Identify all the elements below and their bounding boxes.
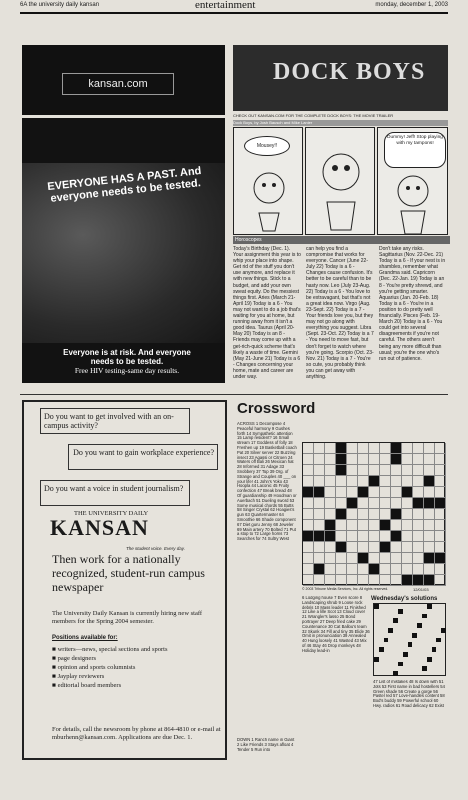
- crossword-cell: [402, 575, 413, 586]
- crossword-cell: [303, 575, 314, 586]
- crossword-cell: [380, 564, 391, 575]
- crossword-cell: [424, 542, 435, 553]
- speech-bubble-2: Dummy! Jeff! Stop playing with my tampons!: [384, 132, 446, 168]
- crossword-cell: [413, 476, 424, 487]
- crossword-cell: [325, 498, 336, 509]
- crossword-cell: [391, 575, 402, 586]
- crossword-cell: [369, 498, 380, 509]
- crossword-cell: [314, 553, 325, 564]
- crossword-cell: [402, 564, 413, 575]
- crossword-cell: [347, 520, 358, 531]
- crossword-cell: [336, 487, 347, 498]
- crossword-cell: [424, 465, 435, 476]
- crossword-cell: [391, 476, 402, 487]
- crossword-cell: [413, 553, 424, 564]
- crossword-cell: [391, 454, 402, 465]
- crossword-cell: [314, 498, 325, 509]
- crossword-cell: [325, 465, 336, 476]
- crossword-cell: [303, 542, 314, 553]
- ad-free-text: Free HIV testing-same day results.: [74, 366, 180, 375]
- question-box-3: Do you want a voice in student journalism?: [40, 480, 190, 506]
- crossword-cell: [336, 520, 347, 531]
- crossword-cell: [325, 454, 336, 465]
- crossword-cell: [435, 498, 446, 509]
- crossword-cell: [424, 531, 435, 542]
- comic-credit: Dock Boys, by Josh Bausch and Mike Lanier: [233, 120, 448, 126]
- crossword-cell: [369, 553, 380, 564]
- crossword-cell: [358, 575, 369, 586]
- position-item: ■ Jayplay reviewers: [52, 673, 105, 680]
- recruit-contact: For details, call the newsroom by phone at 864-4810 or e-mail at mburhenn@kansan.com. Applications are due Dec. 1.: [52, 726, 221, 741]
- kansancom-ad: [22, 45, 225, 115]
- crossword-cell: [424, 520, 435, 531]
- crossword-cell: [435, 476, 446, 487]
- crossword-cell: [369, 465, 380, 476]
- crossword-cell: [402, 498, 413, 509]
- crossword-cell: [402, 509, 413, 520]
- crossword-cell: [402, 465, 413, 476]
- crossword-cell: [325, 443, 336, 454]
- crossword-cell: [413, 520, 424, 531]
- speech-bubble-1: Mousey!!: [244, 136, 290, 156]
- crossword-cell: [325, 531, 336, 542]
- crossword-cell: [336, 575, 347, 586]
- crossword-cell: [391, 465, 402, 476]
- crossword-cell: [435, 531, 446, 542]
- crossword-cell: [314, 564, 325, 575]
- crossword-cell: [325, 575, 336, 586]
- crossword-cell: [424, 476, 435, 487]
- crossword-cell: [369, 575, 380, 586]
- comic-title-banner: [233, 45, 448, 111]
- kansan-masthead: KANSAN: [50, 515, 149, 540]
- crossword-cell: [358, 487, 369, 498]
- comic-subtitle: CHECK OUT KANSAN.COM FOR THE COMPLETE DOCK BOYS: THE MOVIE TRAILER: [233, 113, 394, 118]
- comic-panels: [233, 127, 448, 235]
- character-drawing: [379, 166, 447, 236]
- horoscope-header: Horoscopes: [233, 236, 450, 244]
- crossword-cell: [347, 454, 358, 465]
- position-item: ■ opinion and sports columnists: [52, 664, 136, 671]
- crossword-cell: [413, 443, 424, 454]
- crossword-cell: [358, 520, 369, 531]
- crossword-cell: [347, 487, 358, 498]
- crossword-cell: [369, 487, 380, 498]
- crossword-cell: [435, 443, 446, 454]
- crossword-cell: [303, 476, 314, 487]
- crossword-cell: [303, 553, 314, 564]
- crossword-cell: [325, 509, 336, 520]
- crossword-cell: [380, 575, 391, 586]
- crossword-cell: [314, 454, 325, 465]
- crossword-cell: [347, 509, 358, 520]
- position-item: ■ writers—news, special sections and sports: [52, 646, 168, 653]
- crossword-cell: [347, 575, 358, 586]
- crossword-cell: [336, 476, 347, 487]
- crossword-cell: [325, 487, 336, 498]
- crossword-cell: [435, 454, 446, 465]
- question-box-2: Do you want to gain workplace experience?: [68, 444, 218, 470]
- crossword-copyright: © 2003 Tribune Media Services, Inc. All rights reserved.: [302, 587, 389, 591]
- positions-list: [52, 645, 168, 690]
- crossword-cell: [347, 531, 358, 542]
- crossword-cell: [424, 487, 435, 498]
- crossword-cell: [413, 575, 424, 586]
- crossword-cell: [380, 553, 391, 564]
- crossword-cell: [369, 454, 380, 465]
- ad-risk-text: Everyone is at risk. And everyone needs to be tested.: [63, 348, 191, 366]
- solution-cell: [441, 671, 446, 676]
- crossword-cell: [347, 553, 358, 564]
- crossword-cell: [303, 564, 314, 575]
- crossword-cell: [303, 509, 314, 520]
- crossword-cell: [413, 454, 424, 465]
- crossword-cell: [358, 553, 369, 564]
- crossword-cell: [402, 443, 413, 454]
- crossword-cell: [380, 443, 391, 454]
- crossword-cell: [369, 476, 380, 487]
- crossword-cell: [314, 487, 325, 498]
- crossword-cell: [336, 498, 347, 509]
- crossword-cell: [413, 564, 424, 575]
- down-clues: DOWN 1 Ranch name in Giant 2 Like Friends 3 Stays afloat 4 Tender 5 Run into: [237, 738, 295, 752]
- crossword-cell: [325, 542, 336, 553]
- crossword-cell: [424, 454, 435, 465]
- crossword-cell: [314, 542, 325, 553]
- crossword-cell: [369, 542, 380, 553]
- crossword-cell: [435, 465, 446, 476]
- crossword-cell: [424, 443, 435, 454]
- horoscope-columns: [233, 246, 448, 389]
- solution-grid: [373, 603, 446, 676]
- crossword-cell: [391, 542, 402, 553]
- comic-panel-1: [233, 127, 303, 235]
- across-clues: ACROSS 1 Decompose 4 Peaceful harmony 9 Gushes forth 14 Sympathetic attention 15 Lamp resident? 16 Small stream 17 Goddess of folly 18 Freshen up 19 Basketball coach Pat 20 Silver server 22 Buzzing insect 23 Agassi or Citroen 24 Waters off Bali 26 Mexican hat 28 Informed 31 Adage 33 Snobbery 37 Top 39 Org. of Strange and Couples 40 ___ on your life! 41 John's Yoko 43 Hoopla 44 Laconic 45 Fruity confection 47 Break bread 48 Of guardianship 49 Hoodman or Auerbach 51 Dueling sword 53 Some musical chords 55 Butts 58 Singer Crystal 62 Hoagies's gun 63 Quartermaster 64 Smoothie 66 Shade component 67 Diet guru Jenny 68 Jeweler 69 Main artery 70 Bolted 71 Put a stop to 72 Large horns 73 Searches for 74 Sultry West: [237, 422, 297, 542]
- crossword-cell: [358, 498, 369, 509]
- crossword-cell: [424, 509, 435, 520]
- question-box-1: Do you want to get involved with an on-campus activity?: [40, 408, 190, 434]
- header-date: monday, december 1, 2003: [375, 2, 448, 8]
- down-clues-continued: 6 Lodging house 7 Even score 8 Landscaping shrub 9 Loose rock debris 10 Mass leader 11 Finished 12 Like a lille Scot 13 Cloud cover 21 Wrangler's lasso 25 Bond portrayer 27 Deep fried cake 29 Countenance 30 Cat Ballou's team 32 Skunk 34 Fill and tiny 35 Elide 36 Omit in pronunciation 39 Annealed 40 Hung loosely 41 Wasted 43 Mix of 46 Stay 46 Drop monkeys 48 Holiday lead-in: [302, 596, 370, 653]
- character-drawing: [307, 132, 375, 232]
- position-item: ■ editorial board members: [52, 682, 122, 689]
- crossword-cell: [347, 476, 358, 487]
- crossword-cell: [336, 564, 347, 575]
- crossword-cell: [303, 487, 314, 498]
- crossword-cell: [347, 542, 358, 553]
- crossword-cell: [413, 509, 424, 520]
- crossword-cell: [347, 465, 358, 476]
- crossword-cell: [314, 476, 325, 487]
- crossword-cell: [424, 575, 435, 586]
- header-folio: 6A the university daily kansan: [20, 2, 100, 8]
- crossword-cell: [369, 443, 380, 454]
- crossword-cell: [358, 476, 369, 487]
- crossword-cell: [380, 531, 391, 542]
- comic-title: DOCK BOYS: [273, 59, 426, 85]
- recruit-body: The University Daily Kansan is currently hiring new staff members for the Spring 2004 semester.: [52, 610, 203, 625]
- crossword-cell: [358, 564, 369, 575]
- crossword-cell: [435, 509, 446, 520]
- crossword-cell: [413, 487, 424, 498]
- comic-strip: [233, 45, 448, 235]
- section-title: entertainment: [195, 0, 256, 11]
- crossword-cell: [325, 553, 336, 564]
- crossword-cell: [402, 553, 413, 564]
- crossword-cell: [336, 465, 347, 476]
- crossword-cell: [413, 498, 424, 509]
- crossword-cell: [314, 520, 325, 531]
- crossword-cell: [391, 509, 402, 520]
- horoscope-col-1: Today's Birthday (Dec. 1). Your assignment this year is to whip your place into shape. Get rid of the stuff you don't use anymore, and replace it with new things. Stick to a budget, and add your own sweat equity. Do the messiest things first. Aries (March 21-April 19) Today is a 6 - You may not want to do a job that's waiting for you at home, but running away from it isn't a good idea. Taurus (April 20-May 20) Today is an 8 - Friends may come up with a get-rich-quick scheme that's likely a waste of time. Gemini (May 21-June 21) Today is a 6 - Changes concerning your home, mate and career are under way.: [233, 246, 301, 380]
- position-item: ■ page designers: [52, 655, 97, 662]
- header-rule: [20, 12, 448, 14]
- crossword-cell: [380, 498, 391, 509]
- crossword-cell: [402, 531, 413, 542]
- crossword-cell: [413, 465, 424, 476]
- crossword-cell: [358, 509, 369, 520]
- crossword-cell: [336, 454, 347, 465]
- crossword-cell: [336, 531, 347, 542]
- crossword-grid: [302, 442, 445, 585]
- crossword-cell: [347, 443, 358, 454]
- crossword-cell: [358, 465, 369, 476]
- crossword-cell: [314, 531, 325, 542]
- crossword-cell: [303, 454, 314, 465]
- crossword-cell: [413, 542, 424, 553]
- crossword-cell: [435, 575, 446, 586]
- crossword-cell: [314, 443, 325, 454]
- crossword-cell: [435, 487, 446, 498]
- crossword-cell: [358, 531, 369, 542]
- crossword-cell: [402, 542, 413, 553]
- crossword-cell: [325, 520, 336, 531]
- crossword-cell: [391, 443, 402, 454]
- crossword-cell: [303, 498, 314, 509]
- crossword-cell: [347, 564, 358, 575]
- crossword-cell: [358, 443, 369, 454]
- crossword-cell: [435, 564, 446, 575]
- crossword-cell: [424, 498, 435, 509]
- crossword-cell: [402, 454, 413, 465]
- crossword-cell: [391, 564, 402, 575]
- crossword-cell: [391, 520, 402, 531]
- crossword-cell: [369, 520, 380, 531]
- crossword-cell: [380, 454, 391, 465]
- crossword-cell: [391, 553, 402, 564]
- comic-panel-3: [377, 127, 448, 235]
- crossword-cell: [358, 454, 369, 465]
- section-divider: [20, 394, 448, 395]
- comic-panel-2: [305, 127, 375, 235]
- crossword-cell: [391, 498, 402, 509]
- recruit-headline: Then work for a nationally recognized, student-run campus newspaper: [52, 552, 205, 594]
- positions-header: Positions available for:: [52, 635, 118, 641]
- crossword-cell: [380, 465, 391, 476]
- crossword-cell: [402, 476, 413, 487]
- crossword-cell: [369, 509, 380, 520]
- crossword-cell: [380, 520, 391, 531]
- crossword-cell: [380, 509, 391, 520]
- crossword-cell: [391, 487, 402, 498]
- crossword-cell: [336, 509, 347, 520]
- crossword-cell: [435, 553, 446, 564]
- solution-title: Wednesday's solutions: [371, 596, 438, 602]
- masthead-pre: THE UNIVERSITY DAILY: [74, 510, 149, 517]
- ad-headline: EVERYONE HAS A PAST. And everyone needs to be tested.: [46, 164, 202, 205]
- crossword-cell: [358, 542, 369, 553]
- crossword-cell: [325, 564, 336, 575]
- crossword-cell: [402, 487, 413, 498]
- crossword-cell: [347, 498, 358, 509]
- character-drawing: [235, 163, 303, 233]
- crossword-cell: [380, 542, 391, 553]
- crossword-cell: [435, 542, 446, 553]
- page-header: [0, 0, 468, 40]
- crossword-cell: [435, 520, 446, 531]
- crossword-cell: [369, 531, 380, 542]
- crossword-cell: [314, 575, 325, 586]
- crossword-cell: [303, 465, 314, 476]
- down-clues-end: 47 List of mistakes 48 Is down with 51 Jots 53 First name in bad hostellers 54 Green shade 56 Create a gorge 56 Pastel red 57 Love-handles content 58 Bod's buddy 59 Powerful school 60 Hwy. radios 61 Road delicacy 62 Exist: [373, 680, 445, 708]
- crossword-cell: [314, 465, 325, 476]
- crossword-date: 12/01/03: [413, 587, 429, 592]
- crossword-cell: [380, 487, 391, 498]
- kansan-recruitment-ad: [22, 400, 227, 760]
- crossword-cell: [336, 443, 347, 454]
- crossword-cell: [413, 531, 424, 542]
- crossword-cell: [402, 520, 413, 531]
- hiv-testing-ad: [22, 118, 225, 383]
- masthead-tagline: The student voice. Every day.: [126, 546, 185, 551]
- crossword-title: Crossword: [237, 400, 316, 417]
- horoscope-col-3: Don't take any risks. Sagittarius (Nov. 22-Dec. 21) Today is a 6 - If your nest is in shambles, remember what Grandma said. Capricorn (Dec. 22-Jan. 19) Today is an 8 - You're pretty shrewd, and you're getting smarter. Aquarius (Jan. 20-Feb. 18) Today is a 6 - You're in a position to do pretty well financially. Pisces (Feb. 19-March 20) Today is a 6 - You could get into several disagreements if you're not careful. The others aren't being any more difficult than usual; you're the one who's run out of patience.: [379, 246, 446, 362]
- crossword-cell: [303, 443, 314, 454]
- crossword-cell: [314, 509, 325, 520]
- crossword-cell: [380, 476, 391, 487]
- crossword-cell: [303, 531, 314, 542]
- crossword-cell: [369, 564, 380, 575]
- crossword-cell: [336, 542, 347, 553]
- kansancom-logo: kansan.com: [62, 73, 174, 95]
- crossword-section: [233, 400, 448, 760]
- crossword-cell: [325, 476, 336, 487]
- crossword-cell: [424, 564, 435, 575]
- crossword-cell: [391, 531, 402, 542]
- horoscope-col-2: can help you find a compromise that works for everyone. Cancer (June 22-July 22) Today is a 6 - Changes cause confusion. It's better to be careful than to be hasty now. Leo (July 23-Aug. 22) Today is a 6 - You love to be extravagant, but that's not a great idea now. Virgo (Aug. 23-Sept. 22) Today is a 7 - Your friends love you, but they may not go along with everything you suggest. Libra (Sept. 23-Oct. 22) Today is a 7 - You need to move fast, but don't forget to watch where you're going. Scorpio (Oct. 23-Nov. 21) Today is a 7 - You're so cute, you probably think you can get away with anything.: [306, 246, 374, 380]
- crossword-cell: [336, 553, 347, 564]
- crossword-cell: [303, 520, 314, 531]
- crossword-cell: [424, 553, 435, 564]
